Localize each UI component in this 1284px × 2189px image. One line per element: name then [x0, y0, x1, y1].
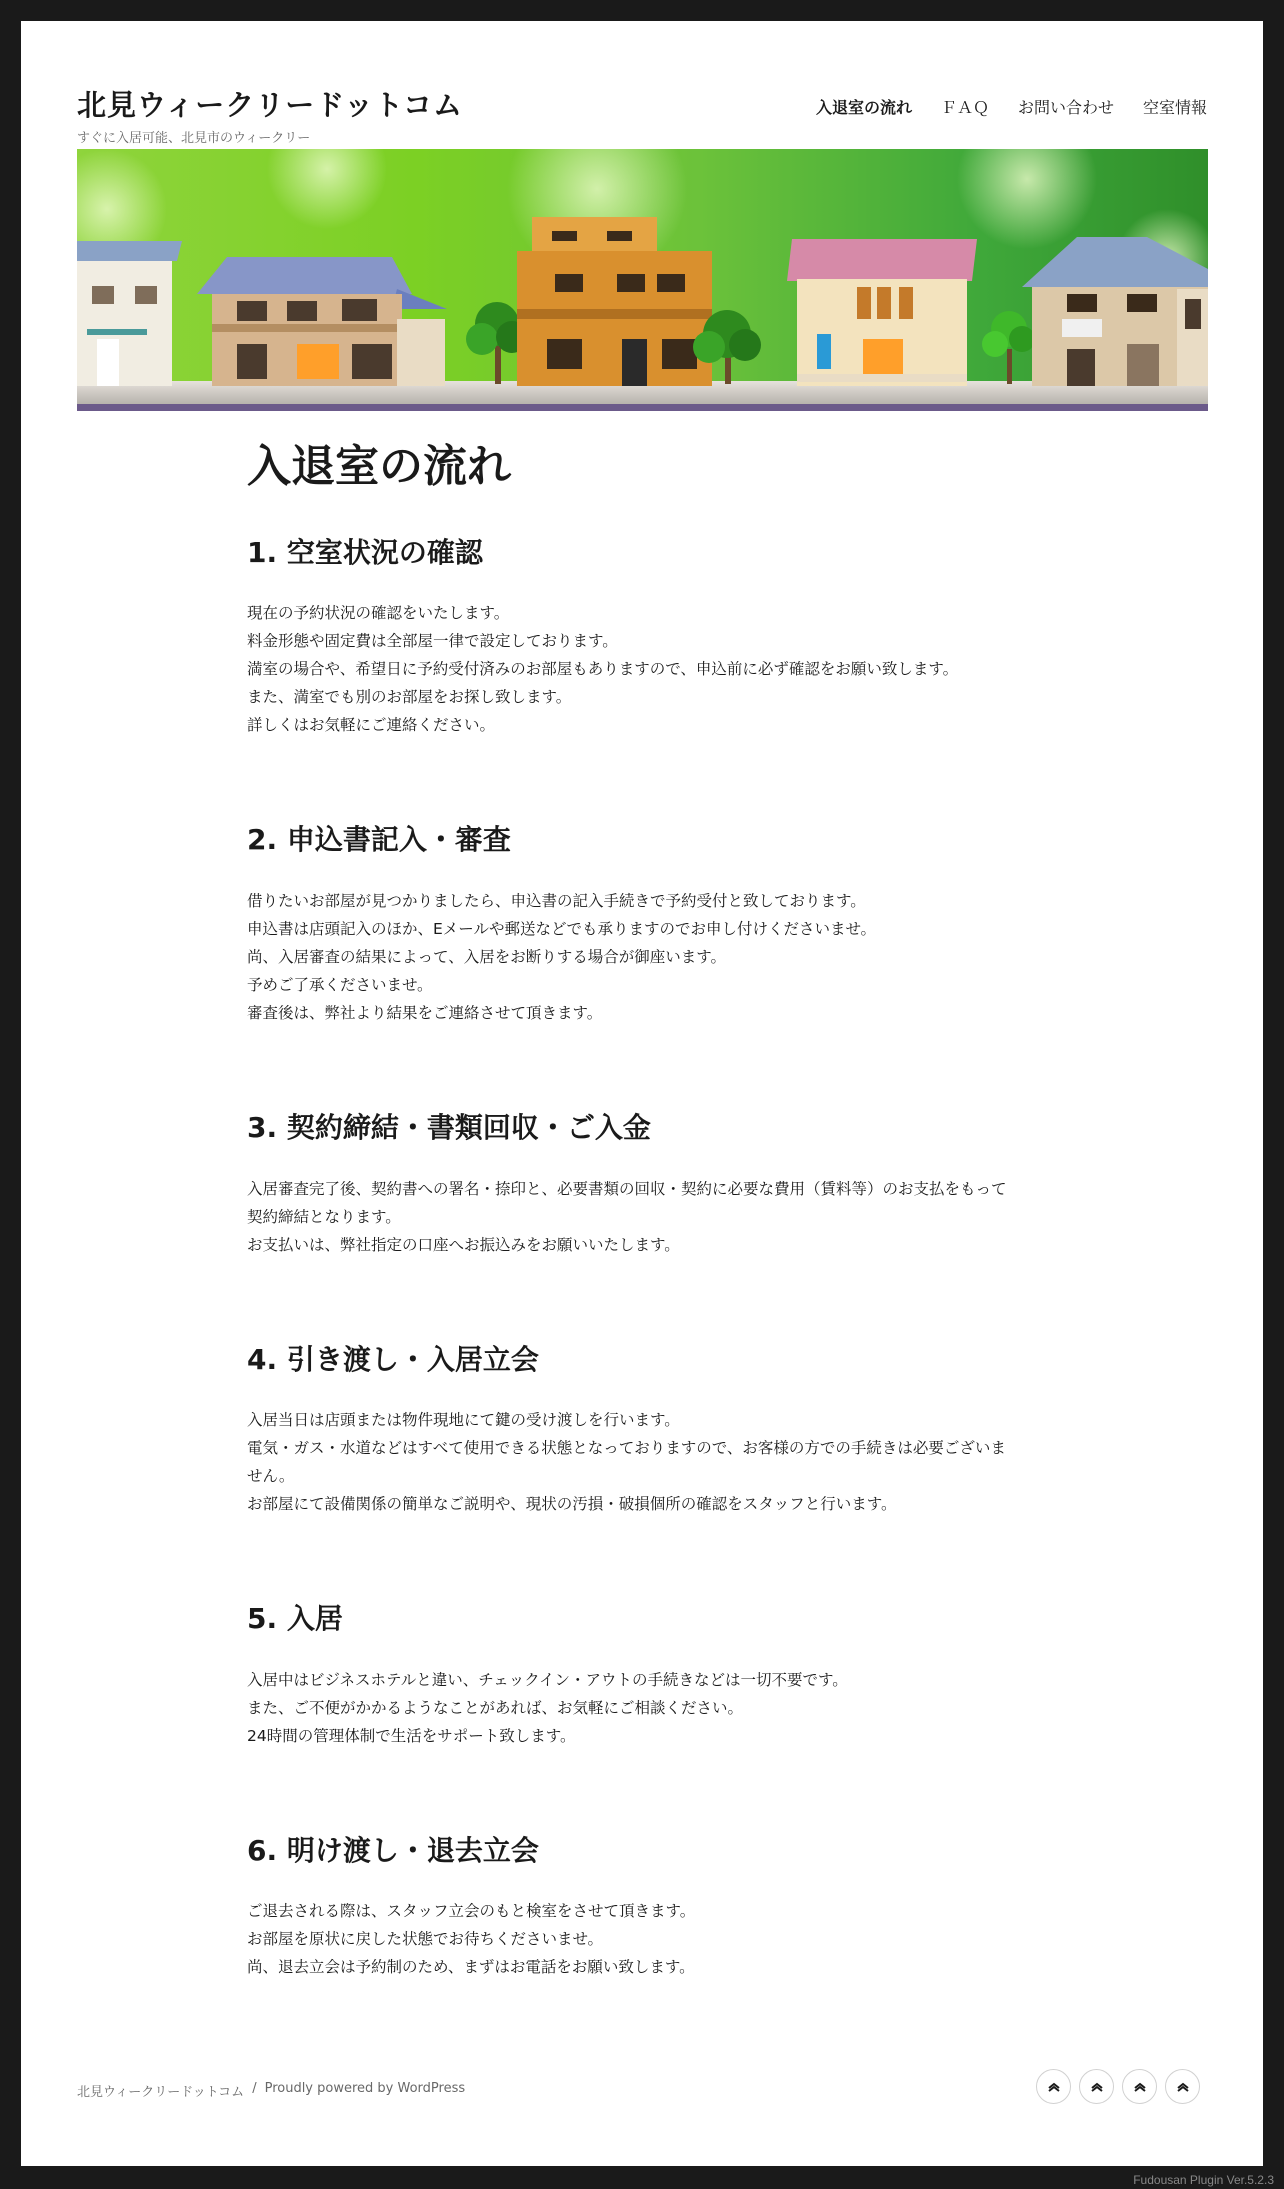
social-link-4[interactable]	[1165, 2069, 1200, 2104]
step-text	[247, 887, 1047, 1027]
step-section	[247, 823, 1047, 1027]
link-icon	[1046, 2079, 1062, 2095]
text-line: また、満室でも別のお部屋をお探し致します。	[247, 688, 572, 707]
link-icon	[1089, 2079, 1105, 2095]
site-title[interactable]: 北見ウィークリードットコム	[77, 88, 463, 122]
nav-item-faq[interactable]: ＦＡＱ	[940, 98, 989, 117]
step-heading: 2. 申込書記入・審査	[247, 823, 511, 857]
page-title: 入退室の流れ	[247, 441, 511, 492]
step-text	[247, 1406, 1047, 1518]
text-line: 詳しくはお気軽にご連絡ください。	[247, 716, 496, 735]
text-line: 契約締結となります。	[247, 1207, 401, 1226]
text-line: 予めご了承くださいませ。	[247, 975, 433, 994]
site-info	[77, 2081, 465, 2100]
page-container	[21, 21, 1263, 2166]
step-heading: 5. 入居	[247, 1602, 343, 1636]
text-line: 尚、入居審査の結果によって、入居をお断りする場合が御座います。	[247, 947, 726, 966]
text-line: お部屋を原状に戻した状態でお待ちくださいませ。	[247, 1930, 604, 1949]
step-heading: 3. 契約締結・書類回収・ご入金	[247, 1110, 651, 1144]
step-section	[247, 536, 1047, 740]
text-line: お部屋にて設備関係の簡単なご説明や、現状の汚損・破損個所の確認をスタッフと行います。	[247, 1495, 897, 1514]
plugin-version: Fudousan Plugin Ver.5.2.3	[1133, 2173, 1274, 2187]
text-line: 申込書は店頭記入のほか、Eメールや郵送などでも承りますのでお申し付けくださいませ。	[247, 919, 877, 938]
text-line: お支払いは、弊社指定の口座へお振込みをお願いいたします。	[247, 1235, 680, 1254]
step-text	[247, 1666, 1047, 1750]
site-footer	[77, 2069, 1207, 2119]
step-section	[247, 1111, 1047, 1259]
nav-item-contact[interactable]: お問い合わせ	[1017, 98, 1114, 117]
text-line: 満室の場合や、希望日に予約受付済みのお部屋もありますので、申込前に必ず確認をお願い致します。	[247, 660, 959, 679]
main-navigation	[816, 95, 1207, 118]
step-section	[247, 1343, 1047, 1519]
step-heading: 4. 引き渡し・入居立会	[247, 1342, 539, 1376]
nav-item-vacancy[interactable]: 空室情報	[1142, 98, 1207, 117]
footer-site-link[interactable]: 北見ウィークリードットコム	[77, 2085, 245, 2100]
text-line: 入居当日は店頭または物件現地にて鍵の受け渡しを行います。	[247, 1411, 680, 1430]
text-line: 審査後は、弊社より結果をご連絡させて頂きます。	[247, 1003, 603, 1022]
step-text	[247, 599, 1047, 739]
text-line: ご退去される際は、スタッフ立会のもと検室をさせて頂きます。	[247, 1902, 696, 1921]
header-image	[77, 149, 1208, 411]
text-line: 24時間の管理体制で生活をサポート致します。	[247, 1726, 576, 1745]
text-line: 借りたいお部屋が見つかりましたら、申込書の記入手続きで予約受付と致しております。	[247, 891, 866, 910]
nav-item-flow[interactable]: 入退室の流れ	[815, 98, 912, 117]
wordpress-link[interactable]: Proudly powered by WordPress	[264, 2081, 466, 2096]
step-text	[247, 1175, 1047, 1259]
site-description: すぐに入居可能、北見市のウィークリー	[77, 131, 311, 146]
social-link-3[interactable]	[1122, 2069, 1157, 2104]
social-navigation	[1036, 2069, 1200, 2104]
step-heading: 6. 明け渡し・退去立会	[247, 1833, 539, 1867]
step-section	[247, 1834, 1047, 1982]
link-icon	[1175, 2079, 1191, 2095]
step-text	[247, 1897, 1047, 1981]
social-link-1[interactable]	[1036, 2069, 1071, 2104]
social-link-2[interactable]	[1079, 2069, 1114, 2104]
text-line: せん。	[247, 1467, 295, 1486]
step-section	[247, 1602, 1047, 1750]
text-line: 料金形態や固定費は全部屋一律で設定しております。	[247, 632, 618, 651]
main-content	[247, 441, 1047, 1981]
link-icon	[1132, 2079, 1148, 2095]
text-line: また、ご不便がかかるようなことがあれば、お気軽にご相談ください。	[247, 1698, 744, 1717]
footer-separator: /	[252, 2081, 257, 2096]
text-line: 現在の予約状況の確認をいたします。	[247, 604, 510, 623]
text-line: 尚、退去立会は予約制のため、まずはお電話をお願い致します。	[247, 1958, 695, 1977]
text-line: 入居審査完了後、契約書への署名・捺印と、必要書類の回収・契約に必要な費用（賃料等）のお支払をもって	[247, 1179, 1007, 1198]
site-header	[77, 61, 1207, 151]
text-line: 入居中はビジネスホテルと違い、チェックイン・アウトの手続きなどは一切不要です。	[247, 1670, 848, 1689]
text-line: 電気・ガス・水道などはすべて使用できる状態となっておりますので、お客様の方での手続きは必要ございま	[247, 1439, 1006, 1458]
step-heading: 1. 空室状況の確認	[247, 535, 483, 569]
houses-illustration	[77, 149, 1208, 411]
